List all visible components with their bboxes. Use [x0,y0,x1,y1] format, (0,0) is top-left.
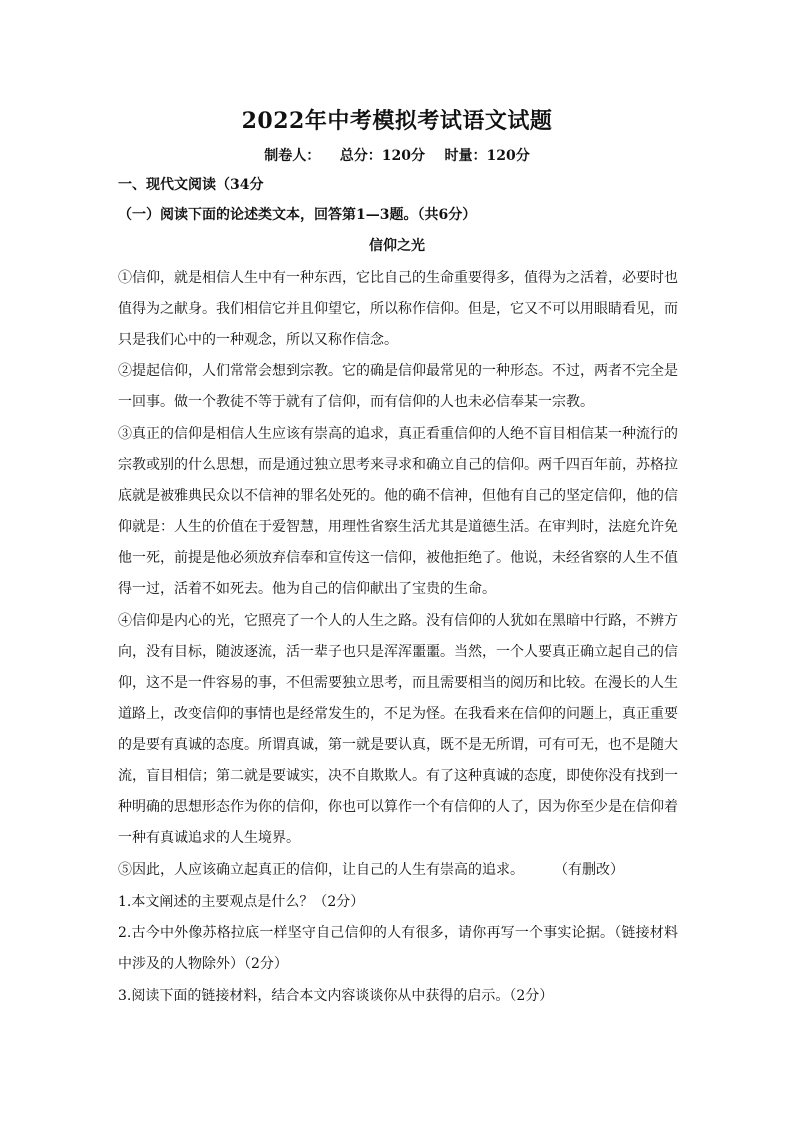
article-line: 一种有真诚追求的人生境界。 [118,830,300,846]
article-line: ③真正的信仰是相信人生应该有崇高的追求，真正看重信仰的人绝不盲目相信某一种流行的 [118,426,678,442]
article-line: 宗教或别的什么思想，而是通过独立思考来寻求和确立自己的信仰。两千四百年前，苏格拉 [118,457,678,473]
article-line: ②提起信仰，人们常常会想到宗教。它的确是信仰最常见的一种形态。不过，两者不完全是 [118,363,678,379]
question-2: 2.古今中外像苏格拉底一样坚守自己信仰的人有很多，请你再写一个事实论据。（链接材料 [118,925,678,941]
edited-note: （有删改） [554,862,624,878]
question-1: 1.本文阐述的主要观点是什么？（2分） [118,894,365,910]
article-line: ①信仰，就是相信人生中有一种东西，它比自己的生命重要得多，值得为之活着，必要时也 [118,270,678,286]
article-line: 值得为之献身。我们相信它并且仰望它，所以称作信仰。但是，它又不可以用眼睛看见，而 [118,301,678,317]
article-line: 向，没有目标，随波逐流，活一辈子也只是浑浑噩噩。当然，一个人要真正确立起自己的信 [118,644,678,660]
part-heading: （一）阅读下面的论述类文本，回答第1—3题。（共6分） [118,207,477,223]
article-line: 种明确的思想形态作为你的信仰，你也可以算作一个有信仰的人了，因为你至少是在信仰着 [118,799,678,815]
question-3: 3.阅读下面的链接材料，结合本文内容谈谈你从中获得的启示。（2分） [118,988,554,1004]
article-line-final [118,855,678,885]
article-line: 流，盲目相信；第二就是要诚实，决不自欺欺人。有了这种真诚的态度，即使你没有找到一 [118,768,678,784]
article-line: 底就是被雅典民众以不信神的罪名处死的。他的确不信神，但他有自己的坚定信仰，他的信 [118,488,678,504]
article-line: 的是要有真诚的态度。所谓真诚，第一就是要认真，既不是无所谓，可有可无，也不是随大 [118,737,678,753]
article-line: 一回事。做一个教徒不等于就有了信仰，而有信仰的人也未必信奉某一宗教。 [118,394,594,410]
total-score: 总分：120分 [339,148,425,164]
article-line: 仰，这不是一件容易的事，不但需要独立思考，而且需要相当的阅历和比较。在漫长的人生 [118,675,678,691]
article-line: 得一过，活着不如死去。他为自己的信仰献出了宝贵的生命。 [118,581,496,597]
exam-meta [0,145,794,165]
time-limit: 时量：120分 [444,148,530,164]
article-line: ④信仰是内心的光，它照亮了一个人的人生之路。没有信仰的人犹如在黑暗中行路，不辨方 [118,613,678,629]
question-2-cont: 中涉及的人物除外）（2分） [118,956,288,972]
section-heading: 一、现代文阅读（34分 [118,177,264,193]
article-line: 他一死，前提是他必须放弃信奉和宣传这一信仰，被他拒绝了。他说，未经省察的人生不值 [118,550,678,566]
article-line: 仰就是：人生的价值在于爱智慧，用理性省察生活尤其是道德生活。在审判时，法庭允许免 [118,519,678,535]
article-line: 只是我们心中的一种观念，所以又称作信念。 [118,332,398,348]
article-title: 信仰之光 [369,238,425,254]
maker-label: 制卷人： [264,148,321,164]
page-title: 2022年中考模拟考试语文试题 [241,108,553,134]
conclusion-text: ⑤因此，人应该确立起真正的信仰，让自己的人生有崇高的追求。 [118,862,524,878]
article-line: 道路上，改变信仰的事情也是经常发生的，不足为怪。在我看来在信仰的问题上，真正重要 [118,706,678,722]
